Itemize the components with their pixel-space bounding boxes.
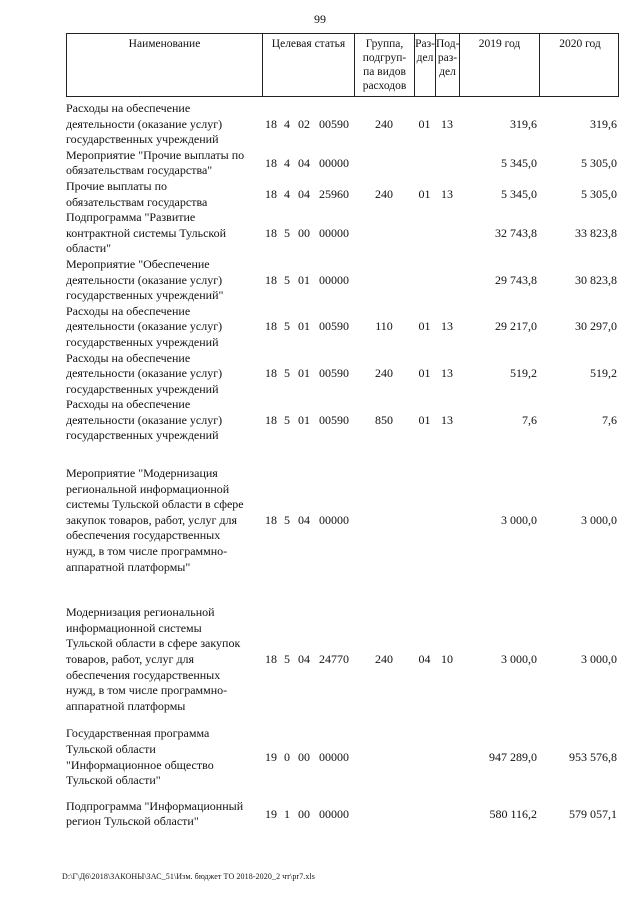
row-name: Модернизация региональной информационной системы Тульской области в сфере закупок товаров, работ, услуг для обеспечения государственных нужд, в том числе программно- аппаратной платформы xyxy=(66,605,241,713)
cell-section: 01 xyxy=(418,116,431,131)
file-path-footer: D:\Г\Д6\2018\ЗАКОНЫ\ЗАС_51\Изм. бюджет ТО 2018-2020_2 чт\pr7.xls xyxy=(62,872,316,881)
cell-section: 01 xyxy=(418,186,431,201)
cell-subsection: 13 xyxy=(441,319,453,334)
cell-subsection: 13 xyxy=(441,412,453,427)
row-name: Мероприятие "Прочие выплаты по обязательствам государства" xyxy=(66,147,245,178)
header-2019: 2019 год xyxy=(460,34,540,96)
cell-target-c: 00 xyxy=(298,806,310,821)
cell-2019: 29 743,8 xyxy=(495,272,537,287)
cell-2020: 30 297,0 xyxy=(575,319,617,334)
cell-target-a: 18 xyxy=(265,366,277,381)
row-name: Расходы на обеспечение деятельности (оказание услуг) государственных учреждений xyxy=(66,397,223,443)
cell-group: 240 xyxy=(375,652,393,666)
cell-target-a: 18 xyxy=(265,186,277,201)
table-row xyxy=(66,605,619,714)
cell-2019: 5 345,0 xyxy=(501,155,537,170)
cell-2020: 30 823,8 xyxy=(575,272,617,287)
table-row xyxy=(66,101,619,148)
cell-group: 240 xyxy=(375,116,393,131)
cell-target-c: 01 xyxy=(298,366,310,381)
cell-target-d: 00590 xyxy=(319,116,349,131)
table-row xyxy=(66,397,619,444)
cell-subsection: 13 xyxy=(441,366,453,381)
cell-group: 240 xyxy=(375,186,393,201)
cell-2019: 3 000,0 xyxy=(501,512,537,527)
cell-target-c: 00 xyxy=(298,749,310,764)
cell-target-b: 5 xyxy=(284,319,290,334)
table-row xyxy=(66,726,619,788)
cell-2019: 5 345,0 xyxy=(501,186,537,201)
row-name: Расходы на обеспечение деятельности (оказание услуг) государственных учреждений xyxy=(66,350,223,396)
table-row xyxy=(66,210,619,257)
cell-target-d: 00000 xyxy=(319,749,349,764)
cell-target-b: 5 xyxy=(284,412,290,427)
cell-section: 01 xyxy=(418,319,431,334)
cell-target-d: 00590 xyxy=(319,366,349,381)
cell-target-b: 0 xyxy=(284,749,290,764)
cell-2019: 319,6 xyxy=(510,116,537,131)
cell-section: 01 xyxy=(418,366,431,381)
cell-group: 240 xyxy=(375,366,393,381)
cell-subsection: 10 xyxy=(441,652,453,666)
cell-target-d: 25960 xyxy=(319,186,349,201)
cell-target-c: 04 xyxy=(298,652,310,666)
cell-target-a: 18 xyxy=(265,155,277,170)
cell-group: 110 xyxy=(375,319,393,334)
table-body xyxy=(66,101,619,830)
cell-target-a: 18 xyxy=(265,225,277,240)
cell-target-b: 4 xyxy=(284,155,290,170)
cell-target-d: 00000 xyxy=(319,155,349,170)
cell-target-d: 00000 xyxy=(319,806,349,821)
cell-target-d: 00590 xyxy=(319,319,349,334)
table-row xyxy=(66,179,619,210)
cell-section: 04 xyxy=(418,652,431,666)
cell-target-c: 01 xyxy=(298,319,310,334)
table-row xyxy=(66,799,619,830)
cell-2020: 953 576,8 xyxy=(569,749,617,764)
header-section: Раз- дел xyxy=(415,34,436,96)
cell-target-c: 01 xyxy=(298,412,310,427)
table-row xyxy=(66,304,619,351)
cell-target-a: 18 xyxy=(265,272,277,287)
cell-target-a: 18 xyxy=(265,116,277,131)
cell-target-b: 4 xyxy=(284,186,290,201)
row-name: Государственная программа Тульской области "Информационное общество Тульской области" xyxy=(66,726,214,788)
cell-subsection: 13 xyxy=(441,116,453,131)
cell-target-b: 5 xyxy=(284,272,290,287)
row-name: Расходы на обеспечение деятельности (оказание услуг) государственных учреждений xyxy=(66,101,223,147)
cell-target-a: 19 xyxy=(265,806,277,821)
cell-2019: 580 116,2 xyxy=(489,806,537,821)
cell-2019: 3 000,0 xyxy=(501,652,537,666)
cell-2020: 33 823,8 xyxy=(575,225,617,240)
cell-2019: 7,6 xyxy=(522,412,537,427)
cell-target-a: 19 xyxy=(265,749,277,764)
cell-target-c: 01 xyxy=(298,272,310,287)
cell-2020: 3 000,0 xyxy=(581,512,617,527)
row-name: Подпрограмма "Информационный регион Тульской области" xyxy=(66,798,244,829)
row-name: Мероприятие "Обеспечение деятельности (оказание услуг) государственных учреждений" xyxy=(66,256,224,303)
row-name: Прочие выплаты по обязательствам государства xyxy=(66,178,208,209)
cell-2020: 3 000,0 xyxy=(581,652,617,666)
cell-target-d: 00000 xyxy=(319,225,349,240)
cell-section: 01 xyxy=(418,412,431,427)
cell-2020: 5 305,0 xyxy=(581,186,617,201)
cell-2020: 319,6 xyxy=(590,116,617,131)
cell-target-b: 5 xyxy=(284,366,290,381)
cell-target-c: 00 xyxy=(298,225,310,240)
cell-target-c: 02 xyxy=(298,116,310,131)
cell-target-a: 18 xyxy=(265,652,277,666)
cell-subsection: 13 xyxy=(441,186,453,201)
row-name: Расходы на обеспечение деятельности (оказание услуг) государственных учреждений xyxy=(66,303,223,349)
header-subsection: Под- раз- дел xyxy=(436,34,460,96)
header-name: Наименование xyxy=(67,34,263,96)
cell-target-a: 18 xyxy=(265,412,277,427)
cell-target-d: 24770 xyxy=(319,652,349,666)
cell-target-b: 5 xyxy=(284,225,290,240)
cell-target-c: 04 xyxy=(298,155,310,170)
cell-target-b: 5 xyxy=(284,512,290,527)
cell-target-a: 18 xyxy=(265,512,277,527)
cell-target-b: 4 xyxy=(284,116,290,131)
header-2020: 2020 год xyxy=(559,38,601,50)
header-target: Целевая статья xyxy=(263,34,355,96)
header-group: Группа, подгруп- па видов расходов xyxy=(355,34,415,96)
cell-2020: 579 057,1 xyxy=(569,806,617,821)
table-header xyxy=(66,33,619,97)
table-row xyxy=(66,148,619,179)
cell-2019: 32 743,8 xyxy=(495,225,537,240)
cell-2019: 519,2 xyxy=(510,366,537,381)
cell-2019: 947 289,0 xyxy=(489,749,537,764)
table-row xyxy=(66,466,619,575)
cell-target-a: 18 xyxy=(265,319,277,334)
cell-target-b: 5 xyxy=(284,652,290,666)
cell-target-d: 00000 xyxy=(319,512,349,527)
cell-target-b: 1 xyxy=(284,806,290,821)
cell-target-c: 04 xyxy=(298,512,310,527)
cell-target-c: 04 xyxy=(298,186,310,201)
cell-2019: 29 217,0 xyxy=(495,319,537,334)
row-name: Мероприятие "Модернизация региональной информационной системы Тульской области в сфере закупок товаров, работ, услуг для обеспечения государственных нужд, в том числе программно- аппаратной платформы" xyxy=(66,466,244,574)
row-name: Подпрограмма "Развитие контрактной системы Тульской области" xyxy=(66,210,227,256)
cell-group: 850 xyxy=(375,412,393,427)
cell-2020: 7,6 xyxy=(602,412,617,427)
cell-2020: 5 305,0 xyxy=(581,155,617,170)
cell-target-d: 00590 xyxy=(319,412,349,427)
budget-table xyxy=(66,33,619,830)
cell-2020: 519,2 xyxy=(590,366,617,381)
page-number: 99 xyxy=(314,12,326,26)
cell-target-d: 00000 xyxy=(319,272,349,287)
table-row xyxy=(66,351,619,398)
table-row xyxy=(66,257,619,304)
